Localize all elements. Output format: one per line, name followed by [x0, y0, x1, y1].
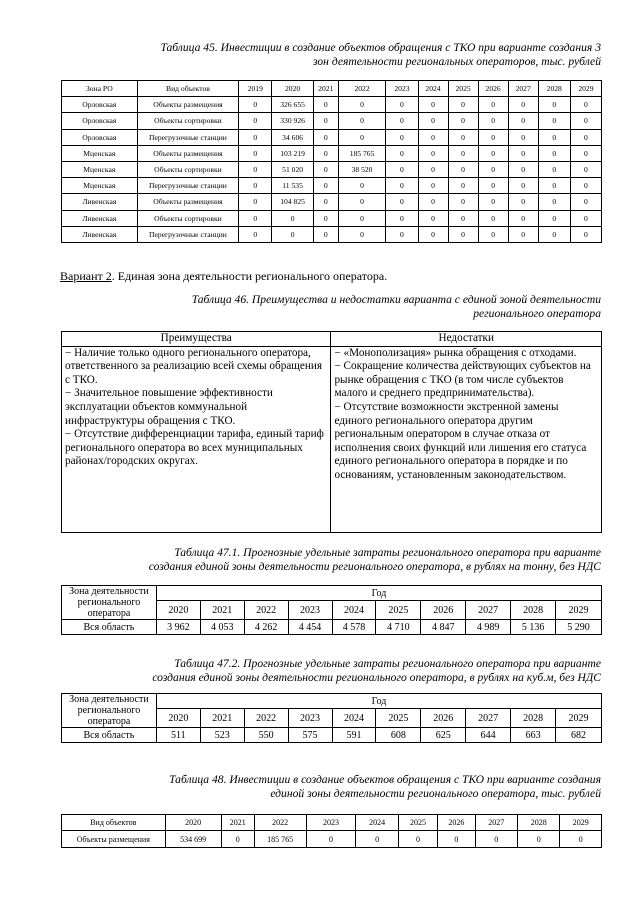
- table-row: [62, 178, 602, 194]
- caption-line: Таблица 46. Преимущества и недостатки варианта с единой зоной деятельности: [191, 293, 601, 306]
- variant2-text: . Единая зона деятельности регионального оператора.: [111, 269, 388, 283]
- table-cell: 0: [418, 129, 448, 145]
- table46-caption: [60, 293, 601, 321]
- table-cell: 0: [478, 97, 508, 113]
- table-header-row: [62, 586, 602, 601]
- table472: [61, 693, 602, 743]
- table-cell: 608: [376, 728, 421, 743]
- table-cell: 644: [466, 728, 511, 743]
- table-cell: 103 219: [272, 145, 313, 161]
- table-cell: 0: [386, 226, 418, 242]
- column-header: 2023: [386, 81, 418, 97]
- table-cell: 0: [448, 210, 478, 226]
- table-cell: 0: [239, 145, 272, 161]
- year-cell: 2022: [244, 709, 288, 728]
- table-cell: 0: [239, 97, 272, 113]
- column-header: 2024: [418, 81, 448, 97]
- caption-line: зон деятельности региональных операторов, тыс. рублей: [313, 55, 601, 68]
- year-cell: 2029: [556, 601, 602, 620]
- column-header: 2021: [313, 81, 338, 97]
- table-cell: 0: [221, 831, 254, 847]
- table-row: [62, 161, 602, 177]
- cons-header: Недостатки: [331, 332, 602, 347]
- table-cell: 0: [478, 113, 508, 129]
- year-header: Год: [156, 586, 601, 601]
- year-header: Год: [156, 694, 601, 709]
- table-cell: 0: [448, 145, 478, 161]
- table-cell: Перегрузочные станции: [137, 129, 239, 145]
- table-cell: 0: [418, 161, 448, 177]
- table46: [61, 331, 602, 533]
- table-row: [62, 620, 602, 635]
- table-cell: 0: [338, 194, 386, 210]
- table-cell: Объекты сортировки: [137, 210, 239, 226]
- zone-header: Зона деятельности регионального оператора: [62, 694, 157, 728]
- table-cell: 0: [438, 831, 475, 847]
- table-cell: 0: [239, 129, 272, 145]
- table-cell: 0: [538, 210, 570, 226]
- column-header: 2025: [448, 81, 478, 97]
- table45: [61, 80, 602, 243]
- table-cell: Объекты сортировки: [137, 161, 239, 177]
- table-cell: Орловская: [62, 97, 138, 113]
- table-cell: 550: [244, 728, 288, 743]
- column-header: 2024: [356, 815, 398, 831]
- year-cell: 2021: [200, 709, 244, 728]
- year-cell: 2023: [288, 601, 332, 620]
- caption-line: единой зоны деятельности регионального оператора, тыс. рублей: [270, 787, 601, 800]
- table-cell: 0: [306, 831, 356, 847]
- table-cell: 3 962: [156, 620, 200, 635]
- table-cell: 0: [386, 129, 418, 145]
- column-header: 2026: [438, 815, 475, 831]
- cons-item: − «Монополизация» рынка обращения с отходами.: [334, 346, 577, 359]
- table-cell: 0: [448, 194, 478, 210]
- table-cell: 0: [338, 210, 386, 226]
- table-cell: 5 136: [511, 620, 556, 635]
- table-row: [62, 226, 602, 242]
- table-cell: 0: [508, 129, 538, 145]
- zone-header: Зона деятельности регионального оператора: [62, 586, 157, 620]
- table-cell: 0: [570, 178, 601, 194]
- table-cell: 0: [398, 831, 437, 847]
- caption-line: создания единой зоны деятельности регионального оператора, в рублях на тонну, без НДС: [148, 560, 601, 573]
- caption-line: Таблица 47.1. Прогнозные удельные затраты регионального оператора при варианте: [174, 546, 601, 559]
- column-header: 2023: [306, 815, 356, 831]
- year-cell: 2023: [288, 709, 332, 728]
- table-cell: 0: [239, 113, 272, 129]
- table-cell: 0: [508, 161, 538, 177]
- table-cell: 0: [239, 161, 272, 177]
- column-header: 2025: [398, 815, 437, 831]
- table-cell: 0: [386, 178, 418, 194]
- pros-cell: [62, 346, 331, 532]
- table-cell: 0: [448, 113, 478, 129]
- table471-caption: [60, 546, 601, 574]
- table-cell: 0: [239, 178, 272, 194]
- table-cell: 0: [338, 113, 386, 129]
- table-cell: Объекты сортировки: [137, 113, 239, 129]
- caption-line: создания единой зоны деятельности регионального оператора, в рублях на куб.м, без НДС: [152, 671, 601, 684]
- table-cell: 0: [508, 178, 538, 194]
- table-cell: 0: [448, 129, 478, 145]
- table-cell: 511: [156, 728, 200, 743]
- table-cell: 4 053: [200, 620, 244, 635]
- caption-line: Таблица 47.2. Прогнозные удельные затраты регионального оператора при варианте: [174, 657, 601, 670]
- table-cell: 0: [313, 113, 338, 129]
- table-cell: 0: [538, 145, 570, 161]
- table48: [61, 814, 602, 848]
- table-cell: 0: [508, 210, 538, 226]
- table-cell: Перегрузочные станции: [137, 178, 239, 194]
- table-cell: 0: [570, 129, 601, 145]
- table-cell: 0: [508, 145, 538, 161]
- table-cell: 682: [556, 728, 602, 743]
- table-cell: 0: [478, 210, 508, 226]
- table-cell: 0: [538, 178, 570, 194]
- caption-line: регионального оператора: [473, 307, 601, 320]
- table-cell: 0: [313, 97, 338, 113]
- cons-item: − Сокращение количества действующих субъектов на рынке обращения с ТКО (в том числе субъектов малого и среднего предпринимательства).: [334, 360, 591, 400]
- year-cell: 2029: [556, 709, 602, 728]
- table-cell: 575: [288, 728, 332, 743]
- table-cell: 0: [239, 226, 272, 242]
- year-cell: 2026: [421, 709, 466, 728]
- table-cell: 34 606: [272, 129, 313, 145]
- table-cell: 0: [338, 129, 386, 145]
- table-cell: 0: [313, 194, 338, 210]
- table-cell: 4 710: [376, 620, 421, 635]
- table-header-row: [62, 694, 602, 709]
- table-cell: 0: [538, 113, 570, 129]
- column-header: 2027: [508, 81, 538, 97]
- table-cell: 0: [448, 161, 478, 177]
- year-cell: 2028: [511, 709, 556, 728]
- table-cell: 0: [570, 145, 601, 161]
- table-cell: 0: [418, 210, 448, 226]
- column-header: 2026: [478, 81, 508, 97]
- table-cell: 0: [508, 113, 538, 129]
- table-cell: 0: [478, 194, 508, 210]
- table-cell: Мценская: [62, 161, 138, 177]
- table-cell: 0: [418, 178, 448, 194]
- table-cell: 0: [418, 226, 448, 242]
- table-cell: 0: [508, 194, 538, 210]
- cons-cell: [331, 346, 602, 532]
- table-cell: 330 926: [272, 113, 313, 129]
- table-cell: Ливенская: [62, 210, 138, 226]
- table-cell: 0: [313, 129, 338, 145]
- table-cell: Объекты размещения: [137, 145, 239, 161]
- table-cell: 0: [478, 226, 508, 242]
- table-cell: 0: [356, 831, 398, 847]
- table-cell: 104 825: [272, 194, 313, 210]
- column-header: 2020: [272, 81, 313, 97]
- year-cell: 2027: [466, 709, 511, 728]
- table-cell: 0: [478, 161, 508, 177]
- table-cell: 4 847: [421, 620, 466, 635]
- table-cell: 0: [418, 97, 448, 113]
- table-cell: 0: [570, 226, 601, 242]
- table-cell: 5 290: [556, 620, 602, 635]
- column-header: Зона РО: [62, 81, 138, 97]
- table-cell: 185 765: [338, 145, 386, 161]
- table-cell: Ливенская: [62, 226, 138, 242]
- table-row: [62, 831, 602, 847]
- table-cell: 0: [386, 145, 418, 161]
- table-cell: Орловская: [62, 129, 138, 145]
- caption-line: Таблица 45. Инвестиции в создание объектов обращения с ТКО при варианте создания 3: [160, 41, 601, 54]
- column-header: 2027: [475, 815, 517, 831]
- table-row: [62, 113, 602, 129]
- year-cell: 2021: [200, 601, 244, 620]
- column-header: Вид объектов: [62, 815, 166, 831]
- table-cell: 534 699: [165, 831, 221, 847]
- table-row: [62, 346, 602, 532]
- pros-header: Преимущества: [62, 332, 331, 347]
- table-cell: 625: [421, 728, 466, 743]
- table-cell: 0: [538, 129, 570, 145]
- table-cell: 38 520: [338, 161, 386, 177]
- table-cell: 0: [538, 194, 570, 210]
- table-cell: 0: [386, 97, 418, 113]
- table-cell: 0: [338, 226, 386, 242]
- column-header: Вид объектов: [137, 81, 239, 97]
- table-cell: 0: [478, 129, 508, 145]
- table-header-row: [62, 332, 602, 347]
- table-cell: 0: [272, 210, 313, 226]
- table-cell: 0: [239, 194, 272, 210]
- table-cell: 0: [386, 161, 418, 177]
- table-cell: 4 989: [466, 620, 511, 635]
- year-cell: 2028: [511, 601, 556, 620]
- column-header: 2022: [338, 81, 386, 97]
- table-cell: 4 578: [332, 620, 376, 635]
- year-cell: 2022: [244, 601, 288, 620]
- table-cell: 0: [570, 97, 601, 113]
- table-cell: 0: [478, 145, 508, 161]
- table-cell: 0: [478, 178, 508, 194]
- table-cell: 0: [448, 97, 478, 113]
- column-header: 2021: [221, 815, 254, 831]
- table-cell: 0: [338, 97, 386, 113]
- caption-line: Таблица 48. Инвестиции в создание объектов обращения с ТКО при варианте создания: [169, 773, 601, 786]
- year-cell: 2025: [376, 709, 421, 728]
- table-cell: Орловская: [62, 113, 138, 129]
- table-cell: 0: [418, 145, 448, 161]
- table-cell: 591: [332, 728, 376, 743]
- table-cell: 0: [570, 210, 601, 226]
- column-header: 2019: [239, 81, 272, 97]
- table-cell: 0: [570, 194, 601, 210]
- table-cell: Ливенская: [62, 194, 138, 210]
- table-cell: 0: [386, 113, 418, 129]
- table-cell: 0: [272, 226, 313, 242]
- table-cell: 0: [448, 178, 478, 194]
- table-header-row: [62, 815, 602, 831]
- variant2-label: Вариант 2: [60, 269, 112, 283]
- table-row: [62, 145, 602, 161]
- table-header-row: [62, 81, 602, 97]
- table471: [61, 585, 602, 635]
- table-cell: 663: [511, 728, 556, 743]
- pros-item: − Отсутствие дифференциации тарифа, единый тариф регионального оператора во всех муниципальных районах/городских округах.: [65, 428, 324, 468]
- table-cell: 0: [313, 178, 338, 194]
- column-header: 2020: [165, 815, 221, 831]
- year-cell: 2024: [332, 709, 376, 728]
- year-cell: 2024: [332, 601, 376, 620]
- column-header: 2022: [254, 815, 306, 831]
- year-cell: 2020: [156, 601, 200, 620]
- year-cell: 2025: [376, 601, 421, 620]
- table-cell: 0: [517, 831, 559, 847]
- table-row: [62, 97, 602, 113]
- table-cell: 0: [538, 97, 570, 113]
- table-cell: 326 655: [272, 97, 313, 113]
- table-cell: 4 262: [244, 620, 288, 635]
- table-cell: 0: [418, 113, 448, 129]
- year-cell: 2026: [421, 601, 466, 620]
- table-cell: 0: [508, 226, 538, 242]
- variant2-heading: [60, 269, 387, 284]
- table-cell: 4 454: [288, 620, 332, 635]
- table-cell: 185 765: [254, 831, 306, 847]
- table-row: [62, 129, 602, 145]
- table-cell: 0: [338, 178, 386, 194]
- column-header: 2029: [570, 81, 601, 97]
- year-cell: 2027: [466, 601, 511, 620]
- table-cell: Мценская: [62, 178, 138, 194]
- table-cell: 0: [560, 831, 602, 847]
- year-cell: 2020: [156, 709, 200, 728]
- table-cell: 0: [313, 226, 338, 242]
- column-header: 2028: [538, 81, 570, 97]
- table-cell: 0: [475, 831, 517, 847]
- table45-caption: [60, 41, 601, 69]
- table-row: [62, 194, 602, 210]
- table-cell: Объекты размещения: [137, 194, 239, 210]
- table-cell: 0: [386, 210, 418, 226]
- table-cell: 0: [386, 194, 418, 210]
- table-cell: 0: [508, 97, 538, 113]
- pros-item: − Значительное повышение эффективности эксплуатации объектов коммунальной инфраструктуры обращения с ТКО.: [65, 387, 273, 427]
- table-row: [62, 728, 602, 743]
- table-cell: 51 020: [272, 161, 313, 177]
- table-cell: 0: [570, 113, 601, 129]
- table472-caption: [60, 657, 601, 685]
- table-cell: 0: [313, 145, 338, 161]
- cons-item: − Отсутствие возможности экстренной замены единого регионального оператора другим региональным оператором в случае отказа от исполнения своих функций или лишения его статуса единого регионального оператора в порядке и по основаниям, установленным законодательством.: [334, 400, 587, 481]
- table-cell: 0: [538, 161, 570, 177]
- table-cell: 0: [570, 161, 601, 177]
- row-label: Вся область: [62, 620, 157, 635]
- table-cell: 0: [239, 210, 272, 226]
- table48-caption: [60, 773, 601, 801]
- table-cell: 0: [313, 161, 338, 177]
- table-cell: Объекты размещения: [62, 831, 166, 847]
- table-cell: 523: [200, 728, 244, 743]
- table-row: [62, 210, 602, 226]
- table-cell: 0: [538, 226, 570, 242]
- table-cell: 11 535: [272, 178, 313, 194]
- table-cell: Перегрузочные станции: [137, 226, 239, 242]
- table-cell: 0: [313, 210, 338, 226]
- table-cell: Мценская: [62, 145, 138, 161]
- table-cell: Объекты размещения: [137, 97, 239, 113]
- column-header: 2029: [560, 815, 602, 831]
- table-cell: 0: [418, 194, 448, 210]
- pros-item: − Наличие только одного регионального оператора, ответственного за реализацию всей схемы обращения с ТКО.: [65, 346, 322, 386]
- column-header: 2028: [517, 815, 559, 831]
- table-cell: 0: [448, 226, 478, 242]
- row-label: Вся область: [62, 728, 157, 743]
